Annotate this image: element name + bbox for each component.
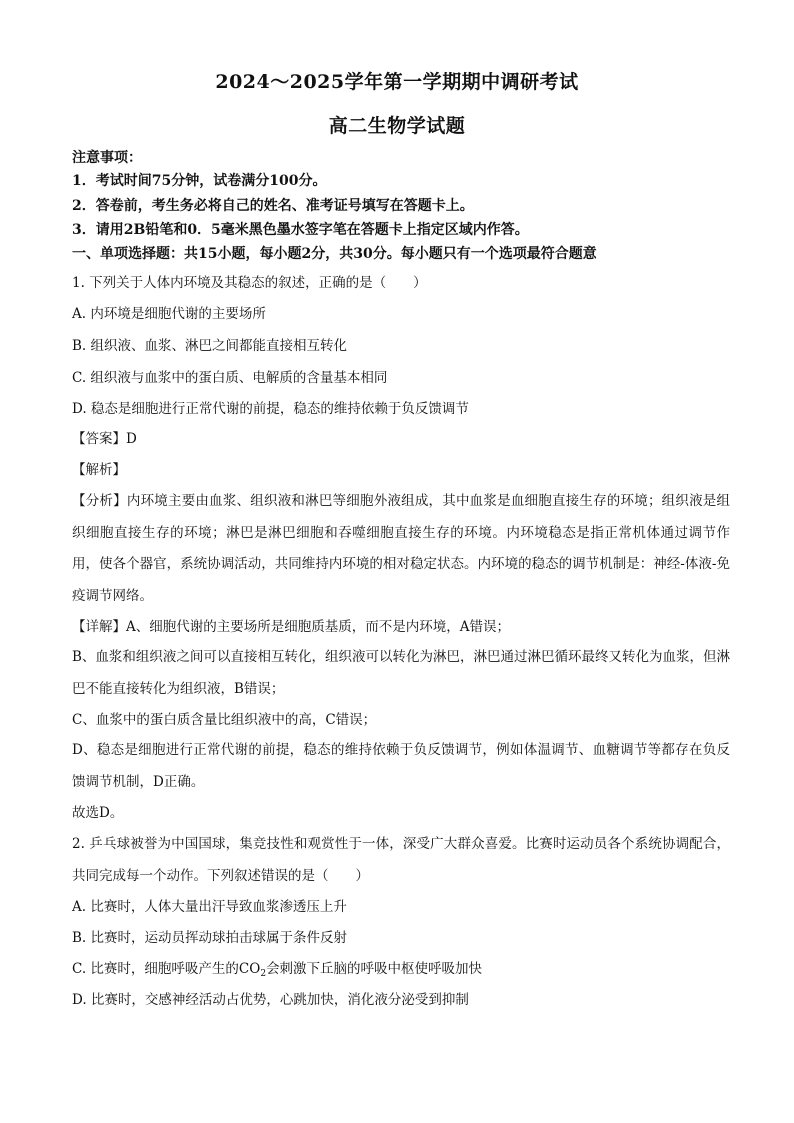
question-1-option-d: D. 稳态是细胞进行正常代谢的前提，稳态的维持依赖于负反馈调节 (72, 401, 469, 417)
conclusion-text: 故选D。 (72, 805, 124, 821)
answer-label: 【答案】 (72, 431, 126, 447)
exam-title: 2024～2025学年第一学期期中调研考试 (215, 71, 579, 93)
detail-c-text: C、血浆中的蛋白质含量比组织液中的高，C错误； (72, 712, 377, 728)
question-1-option-b: B. 组织液、血浆、淋巴之间都能直接相互转化 (72, 338, 348, 354)
question-1-option-c: C. 组织液与血浆中的蛋白质、电解质的含量基本相同 (72, 370, 388, 386)
notice-item: 2．答卷前，考生务必将自己的姓名、准考证号填写在答题卡上。 (72, 198, 474, 214)
question-2-option-c (72, 959, 732, 984)
detail-b-text: B、血浆和组织液之间可以直接相互转化，组织液可以转化为淋巴，淋巴通过淋巴循环最终又转化为血浆，但淋巴不能直接转化为组织液，B错误； (72, 649, 730, 697)
question-1-stem: 1. 下列关于人体内环境及其稳态的叙述，正确的是（ ） (72, 275, 427, 291)
question-1-option-a: A. 内环境是细胞代谢的主要场所 (72, 306, 266, 322)
detail-d-text: D、稳态是细胞进行正常代谢的前提，稳态的维持依赖于负反馈调节，例如体温调节、血糖调节等都存在负反馈调节机制，D正确。 (72, 742, 730, 790)
detail-label: 【详解】 (72, 619, 126, 635)
answer-line (72, 429, 732, 449)
detail-line-a (72, 617, 732, 637)
analysis-paragraph (72, 486, 730, 612)
detail-a-text: A、细胞代谢的主要场所是细胞质基质，而不是内环境，A错误； (126, 619, 510, 635)
option-c-text-rest: 会刺激下丘脑的呼吸中枢使呼吸加快 (266, 961, 483, 977)
fenxi-text: 内环境主要由血浆、组织液和淋巴等细胞外液组成，其中血浆是血细胞直接生存的环境；组织液是组织细胞直接生存的环境；淋巴是淋巴细胞和吞噬细胞直接生存的环境。内环境稳态是指正常机体通过调节作用，使各个器官，系统协调活动，共同维持内环境的相对稳定状态。内环境的稳态的调节机制是：神经-体液-免疫调节网络。 (72, 493, 731, 604)
notice-heading: 注意事项： (72, 150, 142, 166)
answer-value: D (126, 431, 137, 447)
notice-item: 1．考试时间75分钟，试卷满分100分。 (72, 173, 327, 189)
question-2-option-a: A. 比赛时，人体大量出汗导致血浆渗透压上升 (72, 899, 347, 915)
question-2-option-d: D. 比赛时，交感神经活动占优势，心跳加快，消化液分泌受到抑制 (72, 992, 469, 1008)
co2-subscript: 2 (260, 969, 267, 979)
notice-item: 3．请用2B铅笔和0．5毫米黑色墨水签字笔在答题卡上指定区域内作答。 (72, 222, 529, 238)
option-c-text: C. 比赛时，细胞呼吸产生的CO (72, 961, 261, 977)
question-2-option-b: B. 比赛时，运动员挥动球拍击球属于条件反射 (72, 930, 348, 946)
section-heading: 一、单项选择题：共15小题，每小题2分，共30分。每小题只有一个选项最符合题意 (72, 246, 597, 262)
analysis-label: 【解析】 (72, 462, 126, 478)
fenxi-label: 【分析】 (72, 493, 127, 509)
exam-subtitle: 高二生物学试题 (328, 115, 466, 137)
question-2-stem: 2. 乒乓球被誉为中国国球，集竞技性和观赏性于一体，深受广大群众喜爱。比赛时运动员各个系统协调配合，共同完成每一个动作。下列叙述错误的是（ ） (72, 836, 730, 884)
